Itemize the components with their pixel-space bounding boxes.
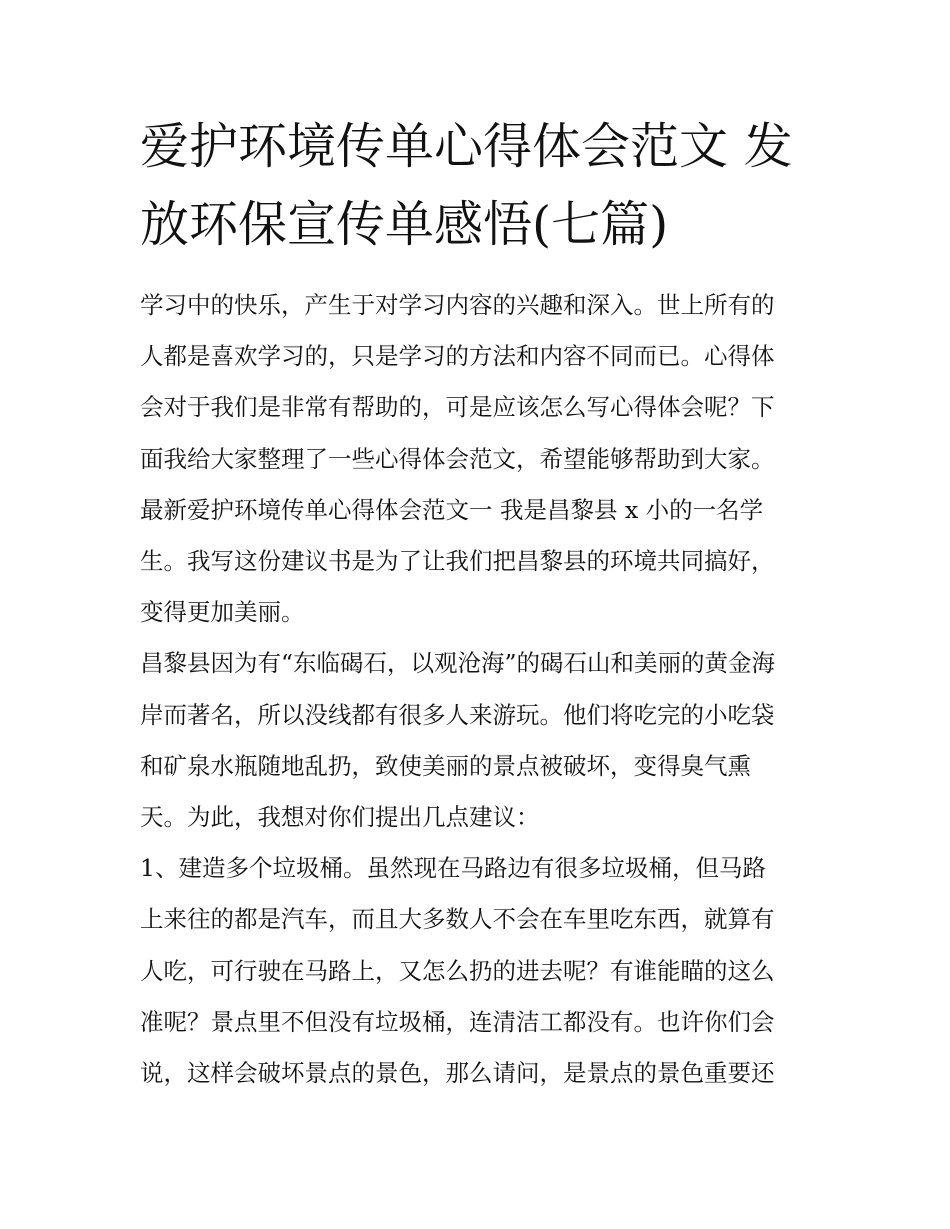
body-line: 天。为此，我想对你们提出几点建议： bbox=[140, 803, 540, 832]
body-line: 最新爱护环境传单心得体会范文一 我是昌黎县 x 小的一名学 bbox=[140, 495, 764, 524]
body-line: 人都是喜欢学习的，只是学习的方法和内容不同而已。心得体 bbox=[140, 342, 775, 371]
body-line: 岸而著名，所以没线都有很多人来游玩。他们将吃完的小吃袋 bbox=[140, 700, 775, 729]
body-line: 昌黎县因为有“东临碣石，以观沧海”的碣石山和美丽的黄金海 bbox=[140, 649, 776, 678]
body-line: 会对于我们是非常有帮助的，可是应该怎么写心得体会呢？下 bbox=[140, 393, 775, 422]
title-line: 爱护环境传单心得体会范文 发 bbox=[140, 118, 793, 175]
body-line: 上来往的都是汽车，而且大多数人不会在车里吃东西，就算有 bbox=[140, 905, 775, 934]
document-title bbox=[140, 108, 820, 264]
body-line: 人吃，可行驶在马路上，又怎么扔的进去呢？有谁能瞄的这么 bbox=[140, 956, 775, 985]
body-line: 和矿泉水瓶随地乱扔，致使美丽的景点被破坏，变得臭气熏 bbox=[140, 751, 751, 780]
body-line: 说，这样会破坏景点的景色，那么请问，是景点的景色重要还 bbox=[140, 1059, 775, 1088]
title-line: 放环保宣传单感悟(七篇) bbox=[140, 196, 669, 253]
body-line: 1、建造多个垃圾桶。虽然现在马路边有很多垃圾桶，但马路 bbox=[140, 854, 766, 883]
body-line: 准呢？景点里不但没有垃圾桶，连清洁工都没有。也许你们会 bbox=[140, 1007, 775, 1036]
body-line: 变得更加美丽。 bbox=[140, 598, 305, 627]
body-line: 学习中的快乐，产生于对学习内容的兴趣和深入。世上所有的 bbox=[140, 291, 775, 319]
body-line: 面我给大家整理了一些心得体会范文，希望能够帮助到大家。 bbox=[140, 444, 775, 473]
document-body bbox=[140, 280, 820, 1099]
body-line: 生。我写这份建议书是为了让我们把昌黎县的环境共同搞好， bbox=[140, 547, 775, 576]
